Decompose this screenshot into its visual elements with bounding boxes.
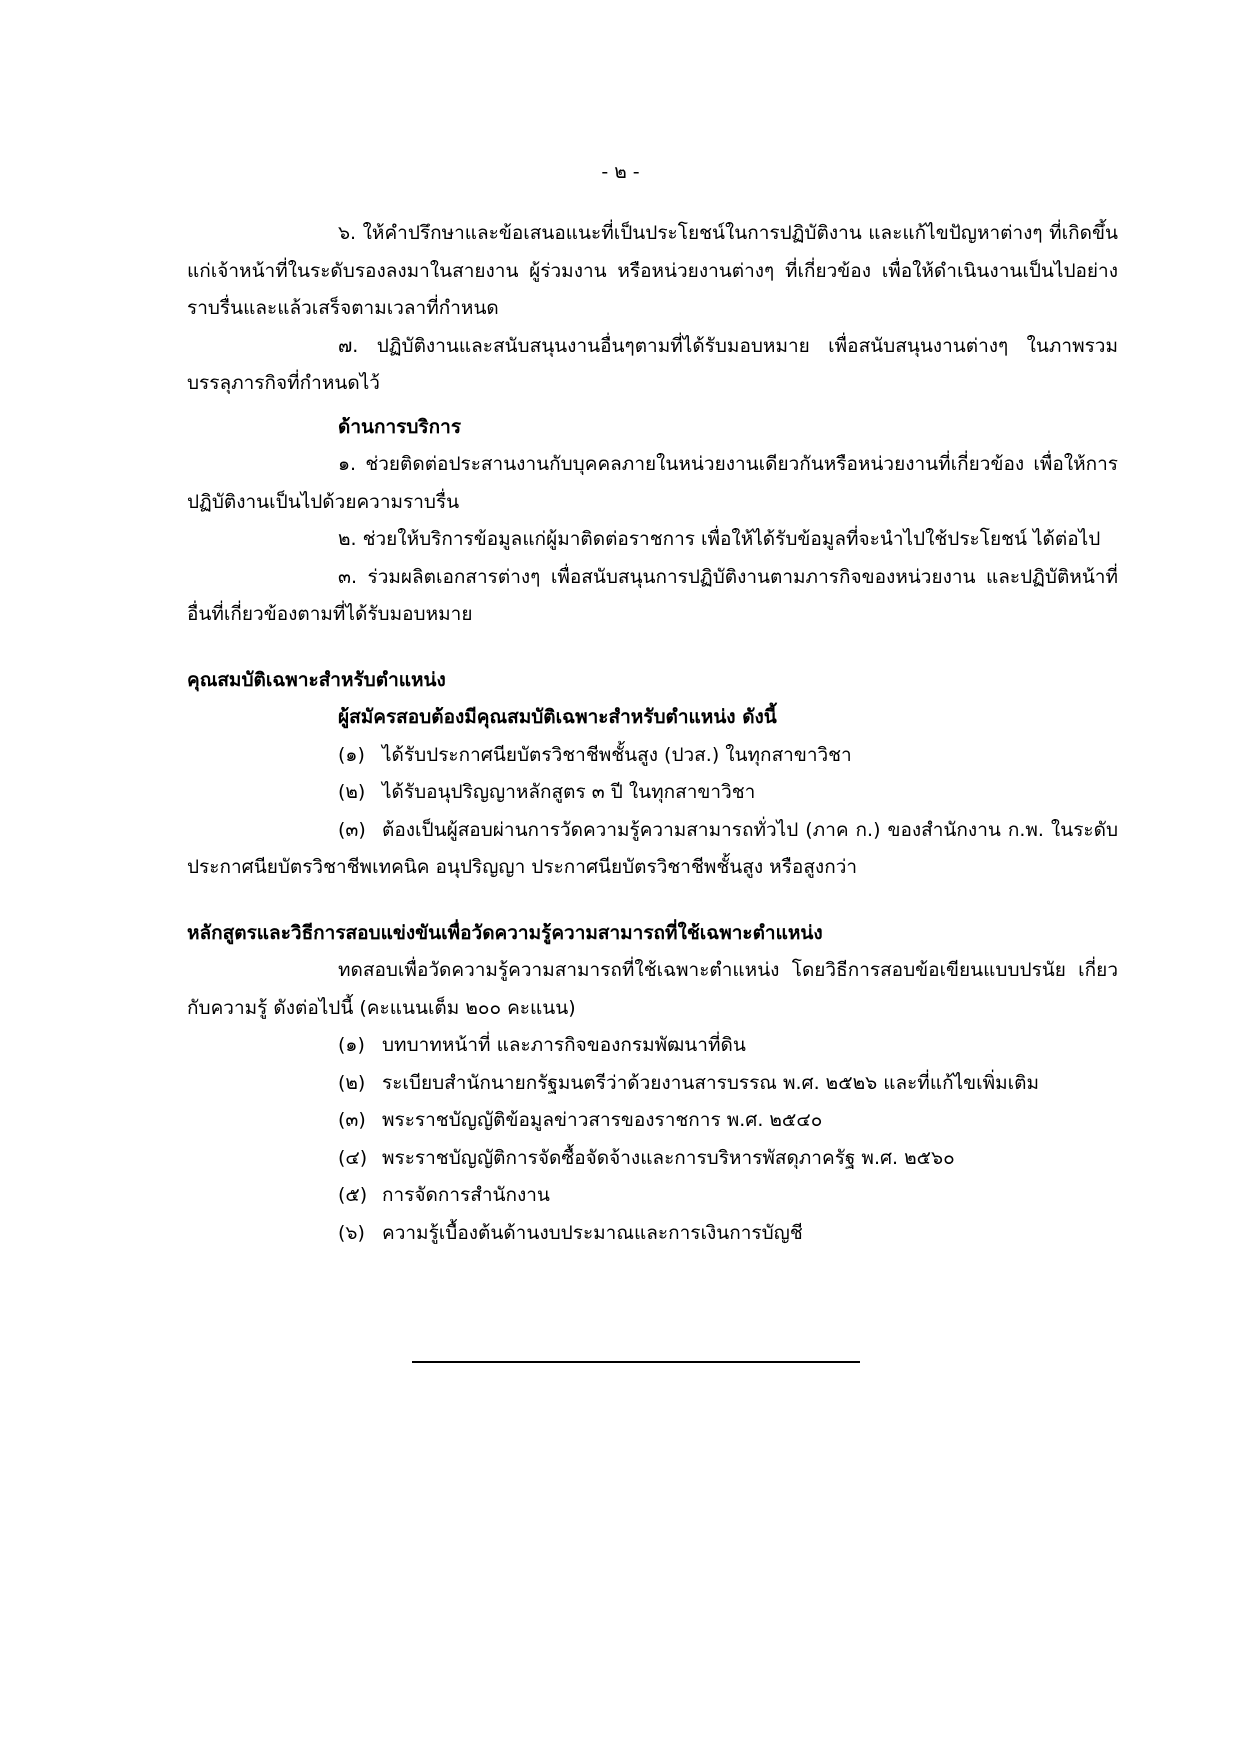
service-item-1: ๑. ช่วยติดต่อประสานงานกับบุคคลภายในหน่วยงานเดียวกันหรือหน่วยงานที่เกี่ยวข้อง เพื่อให้การปฏิบัติงานเป็นไปด้วยความราบรื่น: [187, 453, 1118, 513]
list-text: ความรู้เบื้องต้นด้านงบประมาณและการเงินการบัญชี: [382, 1221, 803, 1244]
list-number: (๔): [338, 1146, 368, 1169]
list-text: ต้องเป็นผู้สอบผ่านการวัดความรู้ความสามารถทั่วไป (ภาค ก.) ของสำนักงาน ก.พ. ในระดับประกาศนียบัตรวิชาชีพเทคนิค อนุปริญญา ประกาศนียบัตรวิชาชีพชั้นสูง หรือสูงกว่า: [187, 818, 1118, 878]
list-number: (๒): [338, 1071, 366, 1094]
list-number: (๓): [338, 818, 366, 841]
page-number: - ๒ -: [601, 161, 640, 183]
exam-item-2: [187, 1065, 1118, 1103]
list-number: (๑): [338, 743, 365, 766]
service-item-2: ๒. ช่วยให้บริการข้อมูลแก่ผู้มาติดต่อราชการ เพื่อให้ได้รับข้อมูลที่จะนำไปใช้ประโยชน์ ได้ต่อไป: [338, 528, 1101, 550]
list-text: พระราชบัญญัติการจัดซื้อจัดจ้างและการบริหารพัสดุภาครัฐ พ.ศ. ๒๕๖๐: [382, 1146, 955, 1169]
list-text: พระราชบัญญัติข้อมูลข่าวสารของราชการ พ.ศ. ๒๕๔๐: [382, 1109, 823, 1131]
qualifications-subheading: ผู้สมัครสอบต้องมีคุณสมบัติเฉพาะสำหรับตำแหน่ง ดังนี้: [338, 706, 777, 728]
list-number: (๖): [338, 1221, 365, 1244]
service-item-3: ๓. ร่วมผลิตเอกสารต่างๆ เพื่อสนับสนุนการปฏิบัติงานตามภารกิจของหน่วยงาน และปฏิบัติหน้าที่อื่นที่เกี่ยวข้องตามที่ได้รับมอบหมาย: [187, 565, 1118, 625]
exam-heading: หลักสูตรและวิธีการสอบแข่งขันเพื่อวัดความรู้ความสามารถที่ใช้เฉพาะตำแหน่ง: [187, 921, 823, 944]
document-body: [187, 215, 1118, 1252]
end-of-section-rule: [412, 1361, 860, 1363]
duty-item-7: ๗. ปฏิบัติงานและสนับสนุนงานอื่นๆตามที่ได้รับมอบหมาย เพื่อสนับสนุนงานต่างๆ ในภาพรวมบรรลุภารกิจที่กำหนดไว้: [187, 334, 1118, 394]
exam-item-6: [187, 1215, 1118, 1253]
exam-item-4: [187, 1140, 1118, 1178]
exam-item-1: [187, 1027, 1118, 1065]
list-text: ได้รับอนุปริญญาหลักสูตร ๓ ปี ในทุกสาขาวิชา: [382, 781, 756, 803]
list-text: การจัดการสำนักงาน: [382, 1184, 550, 1206]
qualification-item-3: [187, 812, 1118, 887]
list-number: (๒): [338, 781, 366, 803]
list-text: บทบาทหน้าที่ และภารกิจของกรมพัฒนาที่ดิน: [382, 1034, 746, 1056]
list-text: ได้รับประกาศนียบัตรวิชาชีพชั้นสูง (ปวส.) ในทุกสาขาวิชา: [382, 743, 852, 766]
list-text: ระเบียบสำนักนายกรัฐมนตรีว่าด้วยงานสารบรรณ พ.ศ. ๒๕๒๖ และที่แก้ไขเพิ่มเติม: [382, 1071, 1040, 1094]
qualification-item-1: [187, 737, 1118, 775]
qualifications-heading: คุณสมบัติเฉพาะสำหรับตำแหน่ง: [187, 668, 446, 691]
duty-item-6: ๖. ให้คำปรึกษาและข้อเสนอแนะที่เป็นประโยชน์ในการปฏิบัติงาน และแก้ไขปัญหาต่างๆ ที่เกิดขึ้นแก่เจ้าหน้าที่ในระดับรองลงมาในสายงาน ผู้ร่วมงาน หรือหน่วยงานต่างๆ ที่เกี่ยวข้อง เพื่อให้ดำเนินงานเป็นไปอย่างราบรื่นและแล้วเสร็จตามเวลาที่กำหนด: [187, 222, 1118, 319]
exam-item-5: [187, 1177, 1118, 1215]
list-number: (๕): [338, 1184, 368, 1206]
exam-item-3: [187, 1102, 1118, 1140]
list-number: (๑): [338, 1034, 365, 1056]
qualification-item-2: [187, 774, 1118, 812]
list-number: (๓): [338, 1109, 366, 1131]
service-heading: ด้านการบริการ: [338, 415, 462, 438]
exam-intro: ทดสอบเพื่อวัดความรู้ความสามารถที่ใช้เฉพาะตำแหน่ง โดยวิธีการสอบข้อเขียนแบบปรนัย เกี่ยวกับความรู้ ดังต่อไปนี้ (คะแนนเต็ม ๒๐๐ คะแนน): [187, 959, 1118, 1019]
